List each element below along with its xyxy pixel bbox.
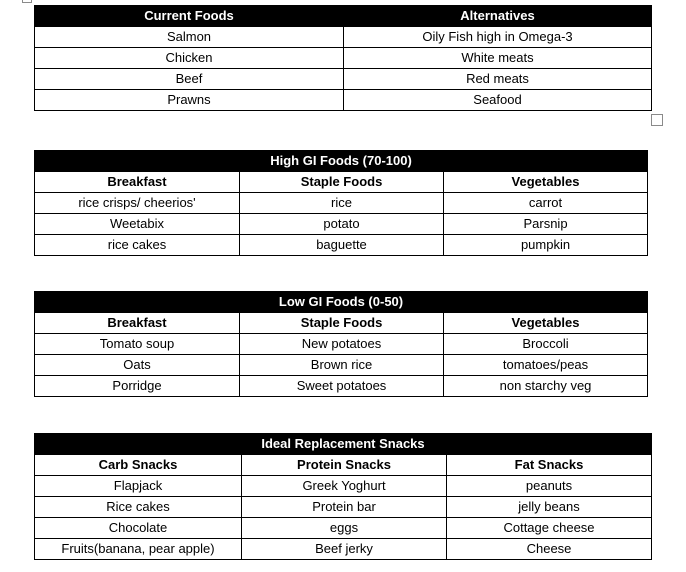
table-cell: Chicken xyxy=(35,48,344,69)
text-cursor xyxy=(651,26,652,44)
table-cell: Fruits(banana, pear apple) xyxy=(35,539,242,560)
header-breakfast: Breakfast xyxy=(35,172,240,193)
table-row xyxy=(35,476,652,497)
table-cell: pumpkin xyxy=(444,235,648,256)
table-cell: Cottage cheese xyxy=(447,518,652,539)
table-cell: Beef jerky xyxy=(242,539,447,560)
low-gi-header-row xyxy=(35,313,648,334)
low-gi-title: Low GI Foods (0-50) xyxy=(35,292,648,313)
table-cell: Flapjack xyxy=(35,476,242,497)
table-cell: tomatoes/peas xyxy=(444,355,648,376)
table-row xyxy=(35,27,652,48)
table-cell: eggs xyxy=(242,518,447,539)
table-cell: Parsnip xyxy=(444,214,648,235)
high-gi-header-row xyxy=(35,172,648,193)
snacks-title: Ideal Replacement Snacks xyxy=(35,434,652,455)
table-move-handle[interactable] xyxy=(22,0,32,3)
table-cell: Brown rice xyxy=(240,355,444,376)
header-vegetables: Vegetables xyxy=(444,313,648,334)
table-row xyxy=(35,214,648,235)
table-cell: potato xyxy=(240,214,444,235)
table-cell: Red meats xyxy=(344,69,652,90)
header-fat-snacks: Fat Snacks xyxy=(447,455,652,476)
table-cell: Oats xyxy=(35,355,240,376)
table-cell: Sweet potatoes xyxy=(240,376,444,397)
table-row xyxy=(35,235,648,256)
foods-table-header-row xyxy=(35,6,652,27)
table-cell: jelly beans xyxy=(447,497,652,518)
header-vegetables: Vegetables xyxy=(444,172,648,193)
table-row xyxy=(35,376,648,397)
table-row xyxy=(35,497,652,518)
table-cell: rice cakes xyxy=(35,235,240,256)
high-gi-title-row xyxy=(35,151,648,172)
table-cell: baguette xyxy=(240,235,444,256)
table-cell: Seafood xyxy=(344,90,652,111)
low-gi-table xyxy=(34,291,648,397)
foods-table xyxy=(34,5,652,111)
table-cell: Oily Fish high in Omega-3 xyxy=(344,27,652,48)
table-cell: Prawns xyxy=(35,90,344,111)
header-staple-foods: Staple Foods xyxy=(240,313,444,334)
table-row xyxy=(35,90,652,111)
snacks-header-row xyxy=(35,455,652,476)
table-row xyxy=(35,539,652,560)
table-cell: Tomato soup xyxy=(35,334,240,355)
table-cell: Chocolate xyxy=(35,518,242,539)
table-cell: non starchy veg xyxy=(444,376,648,397)
table-cell: Weetabix xyxy=(35,214,240,235)
table-row xyxy=(35,355,648,376)
table-row xyxy=(35,69,652,90)
table-cell: White meats xyxy=(344,48,652,69)
low-gi-title-row xyxy=(35,292,648,313)
table-cell: Rice cakes xyxy=(35,497,242,518)
table-cell: New potatoes xyxy=(240,334,444,355)
header-breakfast: Breakfast xyxy=(35,313,240,334)
table-cell: Porridge xyxy=(35,376,240,397)
table-cell: Greek Yoghurt xyxy=(242,476,447,497)
table-cell: rice crisps/ cheerios' xyxy=(35,193,240,214)
table-row xyxy=(35,48,652,69)
high-gi-table xyxy=(34,150,648,256)
header-staple-foods: Staple Foods xyxy=(240,172,444,193)
high-gi-title: High GI Foods (70-100) xyxy=(35,151,648,172)
table-cell: Salmon xyxy=(35,27,344,48)
header-current-foods: Current Foods xyxy=(35,6,344,27)
table-cell: peanuts xyxy=(447,476,652,497)
table-cell: Beef xyxy=(35,69,344,90)
table-resize-handle[interactable] xyxy=(651,114,663,126)
table-cell: rice xyxy=(240,193,444,214)
header-carb-snacks: Carb Snacks xyxy=(35,455,242,476)
snacks-title-row xyxy=(35,434,652,455)
table-cell: Protein bar xyxy=(242,497,447,518)
table-row xyxy=(35,518,652,539)
table-cell: Broccoli xyxy=(444,334,648,355)
table-cell: Cheese xyxy=(447,539,652,560)
table-row xyxy=(35,334,648,355)
table-row xyxy=(35,193,648,214)
header-alternatives: Alternatives xyxy=(344,6,652,27)
header-protein-snacks: Protein Snacks xyxy=(242,455,447,476)
table-cell: carrot xyxy=(444,193,648,214)
snacks-table xyxy=(34,433,652,560)
